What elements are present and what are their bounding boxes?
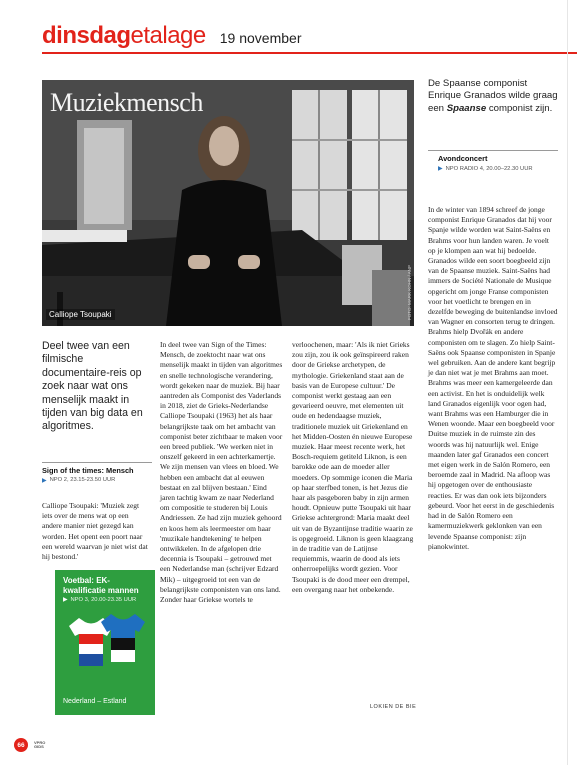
section-title-word2: etalage	[130, 22, 206, 49]
play-arrow-icon: ▶	[63, 597, 68, 603]
section-header	[42, 22, 301, 52]
estonia-shirt-icon	[101, 614, 145, 662]
intro-text-2: componist zijn.	[486, 102, 553, 114]
listing-divider	[42, 462, 152, 463]
issue-date: 19 november	[219, 30, 302, 46]
radio-listing-avondconcert	[428, 150, 558, 173]
feature-photo	[42, 80, 414, 326]
listing-channel-row	[438, 165, 558, 173]
author-byline: LOKIEN DE BIE	[370, 704, 417, 710]
magazine-logo: VPRO GIDS	[34, 740, 46, 749]
page-number: 66	[14, 738, 28, 752]
photo-caption: Calliope Tsoupaki	[46, 309, 115, 320]
photo-title: Muziekmensch	[50, 88, 203, 117]
intro-text-1: De Spaanse componist Enrique Granados wilde graag een	[428, 78, 558, 114]
intro-emphasis: Spaanse	[446, 102, 487, 114]
listing-title: Sign of the times: Mensch	[42, 466, 134, 475]
article-paragraph: In de winter van 1894 schreef de jonge componist Enrique Granados dat hij voor Spanje wilde worden wat Saint-Saëns en Brahms voor hun landen waren. Je voelt op je klompen aan wat hij bedoelde. Granados wilde een soort boegbeeld zijn van de Spaanse muziek. Saint-Saëns had immers de Société Nationale de Musique opgericht om jonge Franse componisten voor het voetlicht te brengen en in dezelfde beweging de buitenlandse invloed van Wagner en consorten terug te dringen. Brahms hielp Dvořák en andere componisten om te slagen. Zo hielp Saint-Saëns ook Spaanse componisten in Spanje wel gebruiken. Aan de andere kant begrijp je dan niet wat je met Brahms aan moet. Brahms was meer een kamergeleerde dan een activist. En het is onduidelijk welk land Granados eigenlijk voor ogen had, want Brahms was een Hamburger die in Wenen woonde. Maar een boegbeeld voor Duitse muziek in de ruimste zin des woords was hij natuurlijk wel. Enige maanden later gaf Granados een concert met eigen werk in de Salón Romero, een beroemde zaal in Madrid. Na afloop was hij opgetogen over de enthousiaste reacties. Er was dan ook iets bijzonders gebeurd. Voor het eerst in de geschiedenis had in de Salón Romero een kamermuziekwerk geklonken van een levende Spaanse componist: zijn pianokwintet.	[428, 205, 558, 551]
article-column-1	[42, 501, 150, 562]
listing-channel: NPO 2, 23.15-23.50 UUR	[49, 477, 116, 483]
listing-channel-row	[42, 477, 152, 484]
article-column-3	[292, 340, 416, 595]
article-paragraph: In deel twee van Sign of the Times: Mensch, de zoektocht naar wat ons menselijk maakt in tijden van algoritmes en snelle technologische verandering, wordt gekeken naar de muziek. Bij haar aantreden als Componist des Vaderlands in 2018, ziet de Grieks-Nederlandse Calliope Tsoupaki (1963) het als haar belangrijkste taak om het ambacht van componist beter zichtbaar te maken voor een breed publiek. 'We werken niet in onszelf gekeerd in een achterkamertje. We zijn mensen van vlees en bloed. We hebben een ambacht dat al eeuwen bestaat en zal blijven bestaan.' Eind jaren tachtig kwam ze naar Nederland om compositie te studeren bij Louis Andriessen. Ze had zijn muziek gehoord en koos hem als leermeester om haar 'muzikale handtekening' te helpen ontwikkelen. In de afgelopen drie decennia is Tsoupaki – getrouwd met een Nederlandse man (schrijver Edzard Mik) – uitgegroeid tot een van de belangrijkste componisten van ons land. Zonder haar Griekse wortels te	[160, 340, 283, 605]
header-divider	[42, 52, 577, 54]
football-shirts-illustration	[63, 614, 151, 674]
sport-channel: NPO 3, 20.00-23.35 UUR	[70, 597, 137, 603]
listing-title: Avondconcert	[438, 154, 488, 163]
page-edge-line	[567, 0, 568, 765]
listing-channel: NPO RADIO 4, 20.00–22.30 UUR	[445, 166, 533, 172]
sport-caption: Nederland – Estland	[63, 698, 127, 705]
article-column-2	[160, 340, 283, 605]
sidebar-intro	[428, 78, 558, 115]
article-paragraph: verloochenen, maar: 'Als ik niet Grieks zou zijn, zou ik ook geïnspireerd raken door de Griekse archetypen, de mythologie. Griekenland staat aan de basis van de Europese cultuur.' De componist werkt gestaag aan een gevarieerd oeuvre, met elementen uit oude en hedendaagse muziek, traditionele muziek uit Griekenland en het Midden-Oosten én nieuwe Europese muziek. Haar meest recente werk, het Bosch-requiem getiteld Liknon, is een barokke ode aan de moeder aller moeders. Op sommige iconen die Maria op haar sterfbed tonen, is het Jezus die haar als pasgeboren baby in zijn armen houdt. Opnieuw putte Tsoupaki uit haar Griekse achtergrond: Maria maakt deel uit van de Byzantijnse traditie waarin ze is opgegroeid. Liknon is geen klaagzang in de traditie van de Latijnse requiemmis, waarin de dood als iets onherroepelijks wordt gezien. Voor Tsoupaki is de dood meer een drempel, een overgang naar het onbekende.	[292, 340, 414, 594]
article-paragraph: Calliope Tsoupaki: 'Muziek zegt iets over de mens wat op een andere manier niet gezegd kan worden. Het opent een poort naar een wereld waarvan je niet wist dat hij bestond.'	[42, 501, 148, 562]
sport-channel-row	[63, 597, 136, 603]
photo-credit: FOTO: MARK KOHN / ANP	[407, 265, 412, 320]
sport-listing-box	[55, 570, 155, 715]
play-arrow-icon: ▶	[42, 478, 47, 484]
play-arrow-icon: ▶	[438, 166, 443, 172]
article-column-4	[428, 205, 558, 552]
article-lead: Deel twee van een filmische documentaire-reis op zoek naar wat ons menselijk maakt in tijden van big data en algoritmes.	[42, 340, 143, 433]
tv-listing-sign-of-the-times	[42, 462, 152, 484]
sport-title: Voetbal: EK-kwalificatie mannen	[63, 576, 139, 595]
section-title-word1: dinsdag	[42, 22, 131, 49]
